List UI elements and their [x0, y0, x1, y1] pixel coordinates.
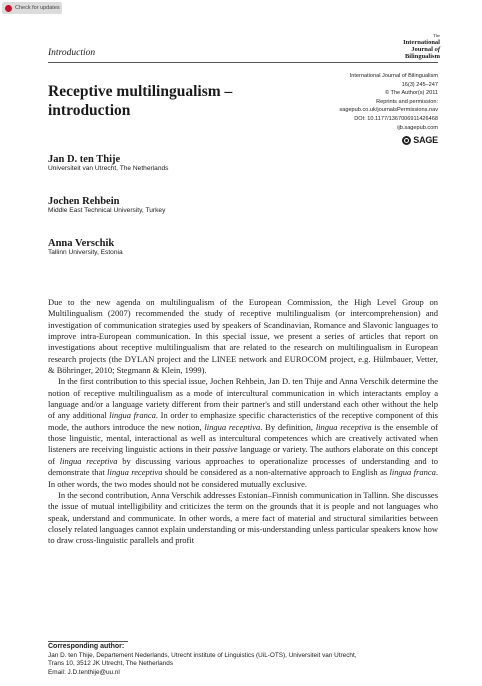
article-title-line-2: introduction [48, 102, 131, 119]
text-run: . In order to emphasize specific characteristics of the receptive component of this mode, the authors introduce the new notion, [48, 410, 438, 432]
italic-term: lingua receptiva [59, 455, 118, 466]
pub-volume: 16(3) 245–247 [401, 81, 438, 88]
pub-website[interactable]: ijb.sagepub.com [397, 124, 438, 131]
corresponding-author-email[interactable]: Email: J.D.tenthije@uu.nl [48, 668, 120, 676]
corresponding-author-block [48, 643, 448, 677]
text-run: In the first contribution to this special issue, Jochen Rehbein, Jan D. ten Thije and Anna Verschik determine the notion of receptive multilingualism as a mode of intercultural communication in which interactants employ a language and/or a language variety different from their partner's and still understand each other without the help of any additional [48, 376, 438, 421]
pub-doi[interactable]: DOI: 10.1177/1367006911426468 [354, 115, 438, 122]
journal-logo-journal-line [386, 46, 440, 53]
author-name: Jochen Rehbein [48, 196, 120, 207]
body-paragraph-1: Due to the new agenda on multilingualism of the European Commission, the High Level Group on Multilingualism (2007) recommended the study of receptive multilingualism (or intercomprehension) and investigation of communication strategies used by speakers of Scandinavian, Romance and Slavonic languages to improve intra-European communication. In this special issue, we present a series of articles that report on investigations about receptive multilingualism that are related to the research on multilingualism in European research projects (the DYLAN project and the LINEE network and EUROCOM project, e.g. Hülmbauer, Vetter, & Böhringer, 2010; Stegmann & Klein, 1999). [48, 297, 438, 376]
author-affiliation: Middle East Technical University, Turkey [48, 207, 166, 214]
journal-logo-of: of [434, 46, 440, 53]
sage-wordmark: SAGE [413, 135, 438, 145]
text-run: . In other words, the two modes should not be considered mutually exclusive. [48, 467, 438, 489]
journal-logo-bilingualism: Bilingualism [404, 53, 440, 60]
italic-term: lingua receptiva [107, 467, 163, 478]
sage-logo [402, 135, 438, 145]
corresponding-author-line-2: Trans 10, 3512 JK Utrecht, The Netherlands [48, 660, 174, 668]
author-name: Jan D. ten Thije [48, 154, 121, 165]
journal-logo [386, 32, 440, 60]
journal-logo-the: The [433, 33, 440, 38]
updates-icon [5, 5, 12, 12]
journal-logo-international: International [403, 39, 440, 46]
pub-copyright: © The Author(s) 2011 [384, 90, 438, 97]
journal-logo-journal: Journal [411, 46, 433, 53]
check-for-updates-badge[interactable] [2, 2, 62, 14]
footnote-rule [48, 641, 128, 642]
pub-reprints: Reprints and permission: [376, 98, 438, 105]
header-rule [48, 62, 438, 63]
text-run: . By definition, [260, 421, 316, 432]
author-affiliation: Tallinn University, Estonia [48, 249, 123, 256]
italic-term: lingua franca [109, 410, 156, 421]
author-block-1 [48, 154, 168, 172]
pub-journal: International Journal of Bilingualism [349, 73, 438, 79]
author-affiliation: Universiteit van Utrecht, The Netherlands [48, 165, 169, 172]
author-block-3 [48, 238, 123, 256]
body-paragraph-3: In the second contribution, Anna Verschik addresses Estonian–Finnish communication in Tallinn. She discusses the issue of mutual intelligibility and criticizes the term on the grounds that it is people and not languages who speak, understand and communicate. In other words, a mere fact of material and structural similarities between closely related languages cannot explain understanding or mis-understanding unless particular speakers know how to draw cross-linguistic parallels and profit [48, 489, 438, 546]
corresponding-author-heading: Corresponding author: [48, 643, 125, 650]
text-run: should be considered as a non-alternative approach to English as [162, 467, 390, 478]
italic-term: lingua franca [389, 467, 436, 478]
corresponding-author-line-1: Jan D. ten Thije, Departement Nederlands, Utrecht institute of Linguistics (UiL-OTS), Universiteit van Utrecht, [48, 651, 357, 659]
text-run: by discussing various approaches to operationalize processes of understanding and to demonstrate that [48, 455, 438, 478]
sage-ring-icon [402, 136, 411, 145]
article-title-line-1: Receptive multilingualism – [48, 83, 233, 100]
author-name: Anna Verschik [48, 238, 115, 249]
text-run: language or variety. The authors elaborate on this concept of [48, 444, 438, 466]
body-paragraph-2 [48, 376, 438, 489]
article-title [48, 82, 298, 120]
publication-info [339, 72, 438, 132]
italic-term: lingua receptiva [315, 421, 372, 432]
italic-term: lingua receptiva [204, 421, 261, 432]
updates-label: Check for updates [15, 5, 60, 11]
italic-term: passive [212, 444, 238, 455]
author-block-2 [48, 196, 165, 214]
pub-permissions-link[interactable]: sagepub.co.uk/journalsPermissions.nav [339, 107, 438, 114]
text-run: is the ensemble of those linguistic, mental, interactional as well as intercultural competences which are creatively activated when listeners are receiving linguistic actions in their [48, 421, 439, 455]
section-label: Introduction [48, 48, 96, 58]
article-body [48, 297, 438, 547]
